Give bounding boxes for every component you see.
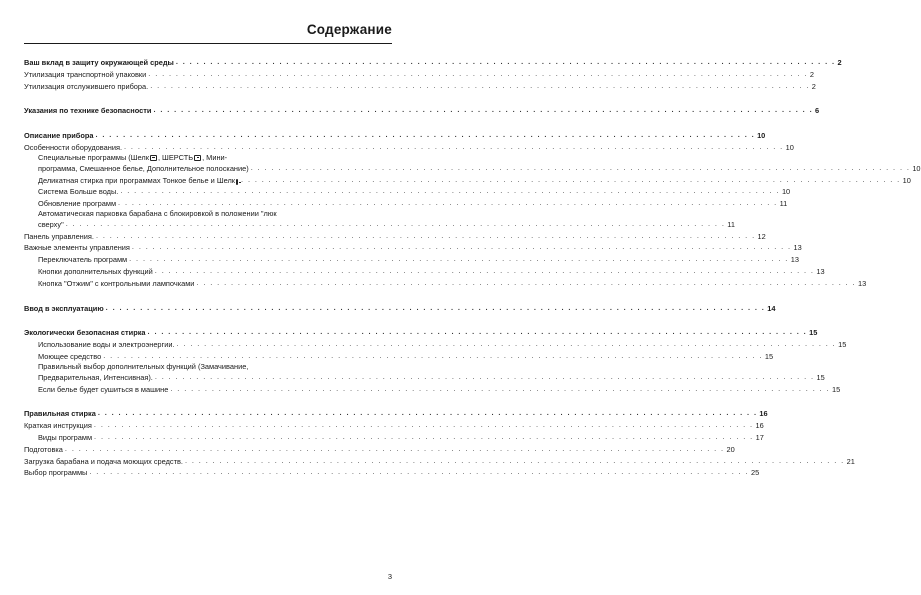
toc-page-number: 13 <box>816 267 825 277</box>
garment-care-icon <box>194 155 201 161</box>
toc-entry[interactable] <box>24 208 735 230</box>
toc-page-number: 15 <box>831 384 841 394</box>
toc-page-number: 2 <box>809 69 815 79</box>
toc-entry[interactable] <box>24 80 816 92</box>
toc-entry-text: Переключатель программ <box>38 255 128 265</box>
toc-entry-text: Краткая инструкция <box>24 421 92 431</box>
toc-page-number: 15 <box>809 328 818 338</box>
toc-entry-text: Предварительная, Интенсивная). <box>38 372 153 382</box>
toc-section-heading[interactable] <box>24 56 842 68</box>
dot-leader: . . . . . . . . . . . . . . . . . . . . . . . . . . . . . . . . . . . . . . . . . . . . . . . . . . . . . . . . . . . . . . . . . . . . . . . . . . . . . . . . . . . . . . . . . . . . . . . . <box>147 327 808 337</box>
toc-page-number: 15 <box>838 340 847 350</box>
toc-section-heading[interactable] <box>24 302 776 314</box>
toc-entry[interactable] <box>24 68 815 80</box>
dot-leader: . . . . . . . . . . . . . . . . . . . . . . . . . . . . . . . . . . . . . . . . . . . . . . . . . . . . . . . . . . . . . . . . . . . . . . . . . . . . . . . . . . . . . . . . . . . . . . . . <box>241 174 901 184</box>
toc-entry[interactable] <box>24 454 855 466</box>
toc-entry-text: Кнопка "Отжим" с контрольными лампочками <box>38 278 195 288</box>
dot-leader: . . . . . . . . . . . . . . . . . . . . . . . . . . . . . . . . . . . . . . . . . . . . . . . . . . . . . . . . . . . . . . . . . . . . . . . . . . . . . . . . . . . . . . . . . . . . . . . . <box>89 467 749 477</box>
toc-page-number: 15 <box>764 352 774 362</box>
dot-leader: . . . . . . . . . . . . . . . . . . . . . . . . . . . . . . . . . . . . . . . . . . . . . . . . . . . . . . . . . . . . . . . . . . . . . . . . . . . . . . . . . . . . . . . . . . . . . . . . <box>64 443 725 453</box>
toc-entry-text: Утилизация транспортной упаковки <box>24 69 147 79</box>
toc-entry[interactable] <box>24 419 764 431</box>
toc-entry[interactable] <box>24 466 760 478</box>
dot-leader: . . . . . . . . . . . . . . . . . . . . . . . . . . . . . . . . . . . . . . . . . . . . . . . . . . . . . . . . . . . . . . . . . . . . . . . . . . . . . . . . . . . . . . . . . . . . . . . . <box>176 339 837 349</box>
toc-entry[interactable] <box>24 382 841 394</box>
dot-leader: . . . . . . . . . . . . . . . . . . . . . . . . . . . . . . . . . . . . . . . . . . . . . . . . . . . . . . . . . . . . . . . . . . . . . . . . . . . . . . . . . . . . . . . . . . . . . . . . <box>196 277 857 287</box>
dot-leader: . . . . . . . . . . . . . . . . . . . . . . . . . . . . . . . . . . . . . . . . . . . . . . . . . . . . . . . . . . . . . . . . . . . . . . . . . . . . . . . . . . . . . . . . . . . . . . . . <box>154 371 815 381</box>
toc-entry[interactable] <box>24 265 825 277</box>
toc-section-heading[interactable] <box>24 326 818 338</box>
toc-entry-text: Автоматическая парковка барабана с блокировкой в положении "люк <box>38 208 277 218</box>
toc-page-number: 10 <box>781 187 791 197</box>
toc-entry[interactable] <box>24 443 735 455</box>
toc-entry[interactable] <box>24 431 764 443</box>
dot-leader: . . . . . . . . . . . . . . . . . . . . . . . . . . . . . . . . . . . . . . . . . . . . . . . . . . . . . . . . . . . . . . . . . . . . . . . . . . . . . . . . . . . . . . . . . . . . . . . . <box>65 218 726 228</box>
toc-entry[interactable] <box>24 141 794 153</box>
toc-page-number: 2 <box>837 58 842 68</box>
toc-entry-text: Система Больше воды. <box>38 187 119 197</box>
title-divider <box>24 43 392 44</box>
toc-section-heading[interactable] <box>24 104 820 116</box>
dot-leader: . . . . . . . . . . . . . . . . . . . . . . . . . . . . . . . . . . . . . . . . . . . . . . . . . . . . . . . . . . . . . . . . . . . . . . . . . . . . . . . . . . . . . . . . . . . . . . . . <box>105 302 766 312</box>
toc-entry-text: Описание прибора <box>24 131 94 141</box>
toc-entry-text: , Мини- <box>202 152 228 162</box>
toc-entry[interactable] <box>24 350 774 362</box>
toc-page-number: 20 <box>726 444 735 454</box>
toc-entry-text: Панель управления. <box>24 231 94 241</box>
toc-entry-text: Загрузка барабана и подача моющих средств. <box>24 456 183 466</box>
dot-leader: . . . . . . . . . . . . . . . . . . . . . . . . . . . . . . . . . . . . . . . . . . . . . . . . . . . . . . . . . . . . . . . . . . . . . . . . . . . . . . . . . . . . . . . . . . . . . . . . <box>153 105 814 115</box>
toc-page-number: 10 <box>902 175 911 185</box>
toc-page-number: 6 <box>815 106 820 116</box>
page-title: Содержание <box>306 22 392 37</box>
dot-leader: . . . . . . . . . . . . . . . . . . . . . . . . . . . . . . . . . . . . . . . . . . . . . . . . . . . . . . . . . . . . . . . . . . . . . . . . . . . . . . . . . . . . . . . . . . . . . . . . <box>93 420 754 430</box>
toc-entry-text: Правильная стирка <box>24 409 96 419</box>
toc-entry-text: Утилизация отслужившего прибора. <box>24 81 149 91</box>
toc-entry[interactable] <box>24 277 867 289</box>
page-number: 3 <box>387 572 392 581</box>
dot-leader: . . . . . . . . . . . . . . . . . . . . . . . . . . . . . . . . . . . . . . . . . . . . . . . . . . . . . . . . . . . . . . . . . . . . . . . . . . . . . . . . . . . . . . . . . . . . . . . . <box>103 351 763 361</box>
toc-entry-text: Выбор программы <box>24 468 88 478</box>
toc-page-number: 11 <box>779 199 788 209</box>
toc-entry-text: Виды программ <box>38 432 93 442</box>
garment-care-icon <box>236 179 238 185</box>
toc-entry-text: Экологически безопасная стирка <box>24 328 146 338</box>
toc-entry-text: Указания по технике безопасности <box>24 106 152 116</box>
toc-entry[interactable] <box>24 241 802 253</box>
dot-leader: . . . . . . . . . . . . . . . . . . . . . . . . . . . . . . . . . . . . . . . . . . . . . . . . . . . . . . . . . . . . . . . . . . . . . . . . . . . . . . . . . . . . . . . . . . . . . . . . <box>131 242 792 252</box>
dot-leader: . . . . . . . . . . . . . . . . . . . . . . . . . . . . . . . . . . . . . . . . . . . . . . . . . . . . . . . . . . . . . . . . . . . . . . . . . . . . . . . . . . . . . . . . . . . . . . . . <box>148 68 808 78</box>
toc-page-number: 15 <box>816 372 825 382</box>
dot-leader: . . . . . . . . . . . . . . . . . . . . . . . . . . . . . . . . . . . . . . . . . . . . . . . . . . . . . . . . . . . . . . . . . . . . . . . . . . . . . . . . . . . . . . . . . . . . . . . . <box>170 383 830 393</box>
toc-page-number: 14 <box>767 303 776 313</box>
toc-entry-text: Деликатная стирка при программах Тонкое белье и Шелк <box>38 175 236 185</box>
toc-page-number: 13 <box>858 278 867 288</box>
toc-entry-text: , ШЕРСТЬ <box>157 152 194 162</box>
toc-entry-text: Если белье будет сушиться в машине <box>38 384 169 394</box>
dot-leader: . . . . . . . . . . . . . . . . . . . . . . . . . . . . . . . . . . . . . . . . . . . . . . . . . . . . . . . . . . . . . . . . . . . . . . . . . . . . . . . . . . . . . . . . . . . . . . . . <box>95 130 756 140</box>
toc-page-number: 16 <box>759 409 768 419</box>
toc-entry-text: Обновление программ <box>38 199 117 209</box>
toc-page-number: 13 <box>790 255 799 265</box>
dot-leader: . . . . . . . . . . . . . . . . . . . . . . . . . . . . . . . . . . . . . . . . . . . . . . . . . . . . . . . . . . . . . . . . . . . . . . . . . . . . . . . . . . . . . . . . . . . . . . . . <box>95 230 756 240</box>
toc-entry-text: Подготовка <box>24 444 63 454</box>
dot-leader: . . . . . . . . . . . . . . . . . . . . . . . . . . . . . . . . . . . . . . . . . . . . . . . . . . . . . . . . . . . . . . . . . . . . . . . . . . . . . . . . . . . . . . . . . . . . . . . . <box>97 408 758 418</box>
toc-page-number: 13 <box>793 243 802 253</box>
toc-page-number: 10 <box>757 131 766 141</box>
toc-entry-text: Кнопки дополнительных функций <box>38 267 153 277</box>
table-of-contents <box>24 56 921 478</box>
toc-entry[interactable] <box>24 197 788 209</box>
toc-entry[interactable] <box>24 173 911 185</box>
toc-entry-text: Использование воды и электроэнергии. <box>38 340 175 350</box>
dot-leader: . . . . . . . . . . . . . . . . . . . . . . . . . . . . . . . . . . . . . . . . . . . . . . . . . . . . . . . . . . . . . . . . . . . . . . . . . . . . . . . . . . . . . . . . . . . . . . . . <box>150 80 810 90</box>
toc-page-number: 16 <box>755 421 764 431</box>
toc-page-number: 12 <box>757 231 766 241</box>
toc-entry-text: Важные элементы управления <box>24 243 130 253</box>
dot-leader: . . . . . . . . . . . . . . . . . . . . . . . . . . . . . . . . . . . . . . . . . . . . . . . . . . . . . . . . . . . . . . . . . . . . . . . . . . . . . . . . . . . . . . . . . . . . . . . . <box>154 266 815 276</box>
dot-leader: . . . . . . . . . . . . . . . . . . . . . . . . . . . . . . . . . . . . . . . . . . . . . . . . . . . . . . . . . . . . . . . . . . . . . . . . . . . . . . . . . . . . . . . . . . . . . . . . <box>129 254 789 264</box>
dot-leader: . . . . . . . . . . . . . . . . . . . . . . . . . . . . . . . . . . . . . . . . . . . . . . . . . . . . . . . . . . . . . . . . . . . . . . . . . . . . . . . . . . . . . . . . . . . . . . . . <box>175 57 836 67</box>
garment-care-icon <box>150 155 157 161</box>
toc-section-heading[interactable] <box>24 129 766 141</box>
toc-page-number: 25 <box>750 468 760 478</box>
toc-page-number: 11 <box>727 219 735 229</box>
toc-entry-text: Моющее средство <box>38 352 102 362</box>
toc-entry[interactable] <box>24 253 799 265</box>
toc-entry[interactable] <box>24 230 766 242</box>
toc-page-number: 10 <box>785 143 794 153</box>
toc-entry[interactable] <box>24 152 921 174</box>
toc-page-number: 21 <box>846 456 855 466</box>
dot-leader: . . . . . . . . . . . . . . . . . . . . . . . . . . . . . . . . . . . . . . . . . . . . . . . . . . . . . . . . . . . . . . . . . . . . . . . . . . . . . . . . . . . . . . . . . . . . . . . . <box>120 186 780 196</box>
toc-entry-text: программа, Смешанное белье, Дополнительное полоскание) <box>38 163 249 173</box>
toc-entry[interactable] <box>24 361 825 383</box>
toc-section-heading[interactable] <box>24 407 768 419</box>
toc-entry-text: Правильный выбор дополнительных функций (Замачивание, <box>38 361 249 371</box>
dot-leader: . . . . . . . . . . . . . . . . . . . . . . . . . . . . . . . . . . . . . . . . . . . . . . . . . . . . . . . . . . . . . . . . . . . . . . . . . . . . . . . . . . . . . . . . . . . . . . . . <box>118 198 778 208</box>
toc-page-number: 10 <box>912 163 921 173</box>
dot-leader: . . . . . . . . . . . . . . . . . . . . . . . . . . . . . . . . . . . . . . . . . . . . . . . . . . . . . . . . . . . . . . . . . . . . . . . . . . . . . . . . . . . . . . . . . . . . . . . . <box>124 142 784 152</box>
toc-entry-text: Ваш вклад в защиту окружающей среды <box>24 58 174 68</box>
toc-entry[interactable] <box>24 185 791 197</box>
toc-page-number: 2 <box>811 81 816 91</box>
toc-entry-text: сверху" <box>38 219 64 229</box>
toc-entry-text: Ввод в эксплуатацию <box>24 303 104 313</box>
dot-leader: . . . . . . . . . . . . . . . . . . . . . . . . . . . . . . . . . . . . . . . . . . . . . . . . . . . . . . . . . . . . . . . . . . . . . . . . . . . . . . . . . . . . . . . . . . . . . . . . <box>184 455 845 465</box>
dot-leader: . . . . . . . . . . . . . . . . . . . . . . . . . . . . . . . . . . . . . . . . . . . . . . . . . . . . . . . . . . . . . . . . . . . . . . . . . . . . . . . . . . . . . . . . . . . . . . . . <box>94 431 754 441</box>
toc-entry-text: Особенности оборудования. <box>24 143 123 153</box>
toc-entry-text: Специальные программы (Шелк <box>38 152 149 162</box>
toc-entry[interactable] <box>24 338 847 350</box>
dot-leader: . . . . . . . . . . . . . . . . . . . . . . . . . . . . . . . . . . . . . . . . . . . . . . . . . . . . . . . . . . . . . . . . . . . . . . . . . . . . . . . . . . . . . . . . . . . . . . . . <box>250 162 911 172</box>
toc-page-number: 17 <box>755 432 764 442</box>
